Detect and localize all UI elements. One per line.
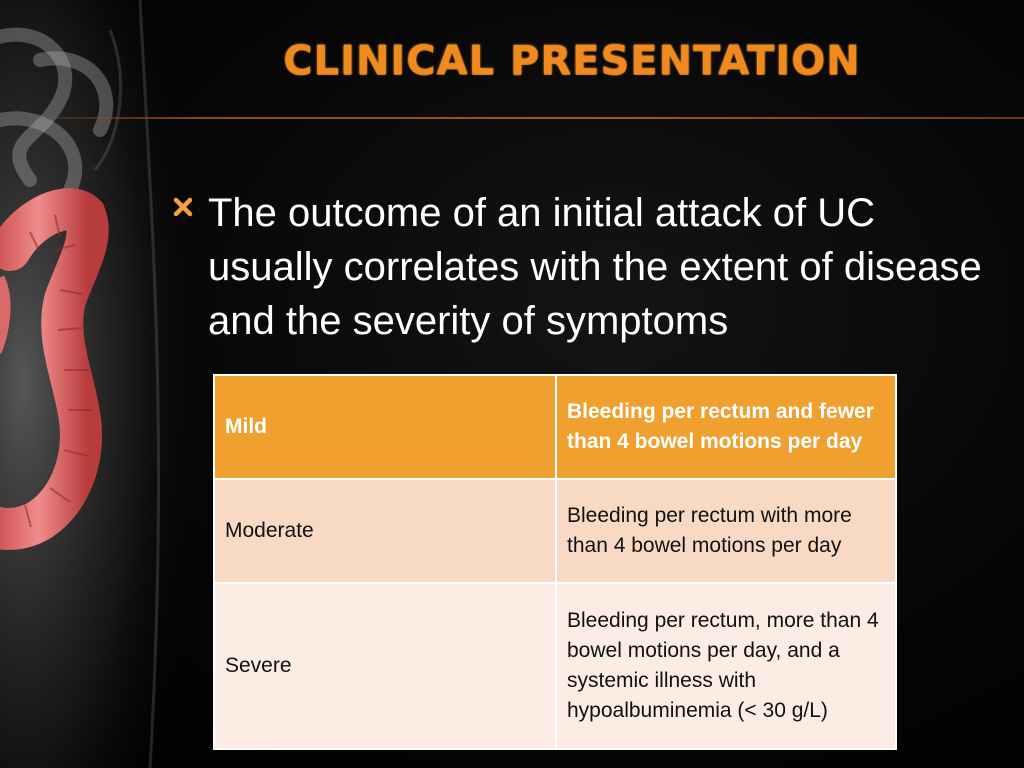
colon-illustration xyxy=(0,0,230,768)
bullet-point xyxy=(172,186,992,348)
severity-cell: Severe xyxy=(214,583,556,749)
bullet-text: The outcome of an initial attack of UC usually correlates with the extent of disease and the severity of symptoms xyxy=(208,191,982,343)
description-cell: Bleeding per rectum with more than 4 bowel motions per day xyxy=(556,479,896,583)
slide-title: CLINICAL PRESENTATION xyxy=(283,38,861,84)
table-row-severe xyxy=(214,583,896,749)
table-row-mild xyxy=(214,375,896,479)
x-mark-icon xyxy=(172,196,208,223)
table-row-moderate xyxy=(214,479,896,583)
title-divider xyxy=(0,117,1024,119)
description-cell: Bleeding per rectum, more than 4 bowel motions per day, and a systemic illness with hypoalbuminemia (< 30 g/L) xyxy=(556,583,896,749)
severity-table xyxy=(213,374,897,750)
severity-cell: Mild xyxy=(214,375,556,479)
description-cell: Bleeding per rectum and fewer than 4 bowel motions per day xyxy=(556,375,896,479)
severity-cell: Moderate xyxy=(214,479,556,583)
